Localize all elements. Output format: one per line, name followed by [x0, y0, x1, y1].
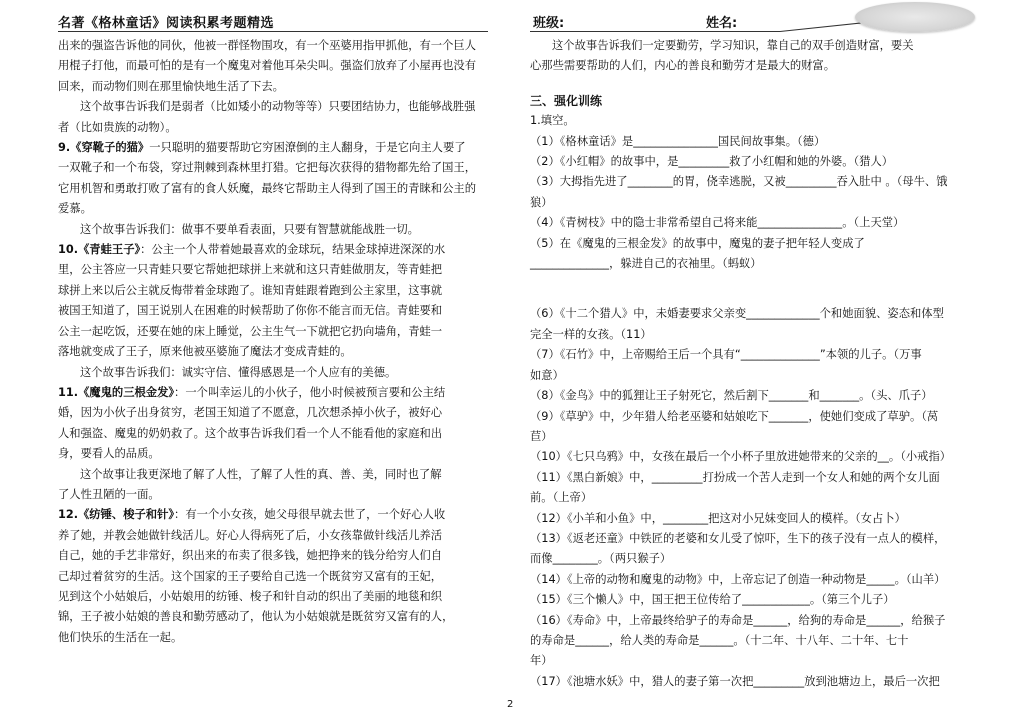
right-column-line: [530, 172, 975, 192]
line-text: ：有一个小女孩，她父母很早就去世了，一个好心人收: [174, 508, 446, 522]
line-text: ：公主一个人带着她最喜欢的金球玩，结果金球掉进深深的水: [140, 243, 446, 257]
story-heading: 10.《青蛙王子》: [58, 243, 141, 257]
left-column-line: [58, 342, 498, 362]
page-number: 2: [507, 699, 514, 710]
line-text: 己却过着贫穷的生活。这个国家的王子要给自己选一个既贫穷又富有的王妃，: [58, 569, 443, 583]
line-text: ：一个叫幸运儿的小伙子，他小时候被预言要和公主结: [174, 385, 446, 399]
line-text: 公主一起吃饭，还要在她的床上睡觉，公主生气一下就把它扔向墙角，青蛙一: [58, 324, 443, 338]
line-text: （3）大拇指先进了________的胃，侥幸逃脱，又被_________吞入肚中 。（母牛、饿: [530, 175, 948, 189]
header-rule-left: [58, 31, 488, 32]
line-text: 的寿命是______，给人类的寿命是______。（十二年、十八年、二十年、七十: [530, 633, 909, 647]
left-column: [58, 36, 498, 648]
right-column-line: [530, 366, 975, 386]
right-column-line: [530, 427, 975, 447]
left-column-line: [58, 607, 498, 627]
right-column-line: [530, 234, 975, 254]
header-decorative-oval: [855, 2, 975, 32]
page-header: [0, 0, 1024, 30]
right-column-line: [530, 325, 975, 345]
line-text: 爱慕。: [58, 202, 92, 216]
story-heading: 11.《魔鬼的三根金发》: [58, 385, 175, 399]
right-column: [530, 36, 975, 692]
left-column-line: [58, 383, 498, 403]
left-column-line: [58, 56, 498, 76]
right-column-line: [530, 91, 975, 111]
right-column-line: [530, 611, 975, 631]
right-column-line: [530, 36, 975, 56]
right-column-line: [530, 132, 975, 152]
header-rule-right: [530, 31, 780, 32]
left-column-line: [58, 444, 498, 464]
line-text: （11）《黑白新娘》中，_________打扮成一个苦人走到一个女人和她的两个女儿面: [530, 470, 940, 484]
line-text: 狼）: [530, 195, 553, 209]
line-text: （6）《十二个猎人》中，未婚妻要求父亲变_____________个和她面貌、姿态和体型: [530, 307, 944, 321]
line-text: 一双靴子和一个布袋，穿过荆棘到森林里打猎。它把每次获得的猎物都先给了国王，: [58, 161, 476, 175]
left-column-line: [58, 301, 498, 321]
line-text: （12）《小羊和小鱼》中，________把这对小兄妹变回人的模样。（女占卜）: [530, 511, 906, 525]
line-text: 这个故事让我更深地了解了人性，了解了人性的真、善、美，同时也了解: [80, 467, 442, 481]
line-text: （2）《小红帽》的故事中，是_________救了小红帽和她的外婆。（猎人）: [530, 155, 894, 169]
left-column-line: [58, 526, 498, 546]
line-text: 锦，王子被小姑娘的善良和勤劳感动了，他认为小姑娘就是既贫穷又富有的人，: [58, 610, 454, 624]
line-text: 1.填空。: [530, 114, 575, 128]
right-column-line: [530, 254, 975, 274]
right-column-line: [530, 509, 975, 529]
line-text: （16）《寿命》中，上帝最终给驴子的寿命是______，给狗的寿命是______，给猴子: [530, 613, 946, 627]
line-text: 这个故事告诉我们：做事不要单看表面，只要有智慧就能战胜一切。: [80, 222, 419, 236]
right-column-line: [530, 672, 975, 692]
line-text: 里，公主答应一只青蛙只要它帮她把球拼上来就和这只青蛙做朋友，等青蛙把: [58, 263, 443, 277]
line-text: 人和强盗、魔鬼的奶奶救了。这个故事告诉我们看一个人不能看他的家庭和出: [58, 426, 443, 440]
line-text: （7）《石竹》中，上帝赐给王后一个具有“______________”本领的儿子。（万事: [530, 348, 922, 362]
line-text: 被国王知道了，国王说别人在困难的时候帮助了你你不能言而无信。青蛙要和: [58, 304, 443, 318]
line-text: （15）《三个懒人》中，国王把王位传给了____________。（第三个儿子）: [530, 593, 895, 607]
left-column-line: [58, 465, 498, 485]
right-column-line: [530, 529, 975, 549]
right-column-line: [530, 56, 975, 76]
line-text: 苣）: [530, 429, 553, 443]
line-text: 自己，她的手艺非常好，织出来的布卖了很多钱，她把挣来的钱分给穷人们自: [58, 549, 443, 563]
line-text: （14）《上帝的动物和魔鬼的动物》中，上帝忘记了创造一种动物是_____。（山羊）: [530, 572, 946, 586]
line-text: 而像________。（两只猴子）: [530, 552, 672, 566]
line-text: （8）《金鸟》中的狐狸让王子射死它，然后割下_______和_______。（头、爪子）: [530, 389, 933, 403]
line-text: 用棍子打他，而最可怕的是有一个魔鬼对着他耳朵尖叫。强盗们放弃了小屋再也没有: [58, 59, 476, 73]
line-text: ______________，躲进自己的衣袖里。（蚂蚁）: [530, 257, 762, 271]
right-column-line: [530, 631, 975, 651]
line-text: 他们快乐的生活在一起。: [58, 630, 183, 644]
left-column-line: [58, 138, 498, 158]
right-column-line: [530, 488, 975, 508]
right-column-line: [530, 590, 975, 610]
left-column-line: [58, 281, 498, 301]
line-text: 养了她，并教会她做针线活儿。好心人得病死了后，小女孩靠做针线活儿养活: [58, 528, 443, 542]
line-text: （5）在《魔鬼的三根金发》的故事中，魔鬼的妻子把年轻人变成了: [530, 236, 865, 250]
right-column-line: [530, 152, 975, 172]
left-column-line: [58, 546, 498, 566]
line-text: 它用机智和勇敢打败了富有的食人妖魔，最终它帮助主人得到了国王的青睐和公主的: [58, 181, 476, 195]
line-text: 回来，而动物们则在那里愉快地生活了下去。: [58, 79, 284, 93]
left-column-line: [58, 322, 498, 342]
left-column-line: [58, 36, 498, 56]
right-column-line: [530, 549, 975, 569]
line-text: 这个故事告诉我们：诚实守信、懂得感恩是一个人应有的美德。: [80, 365, 397, 379]
class-label: 班级:: [533, 16, 565, 31]
left-column-line: [58, 403, 498, 423]
left-column-line: [58, 505, 498, 525]
name-label: 姓名:: [706, 16, 738, 31]
line-text: 三、强化训练: [530, 93, 603, 108]
story-heading: 12.《纺锤、梭子和针》: [58, 508, 175, 522]
right-column-line: [530, 345, 975, 365]
line-text: （10）《七只乌鸦》中，女孩在最后一个小杯子里放进她带来的父亲的__。（小戒指）: [530, 450, 952, 464]
left-column-line: [58, 567, 498, 587]
left-column-line: [58, 587, 498, 607]
line-text: （1）《格林童话》是_______________国民间故事集。（德）: [530, 134, 826, 148]
right-column-line: [530, 407, 975, 427]
line-text: 年）: [530, 654, 553, 668]
left-column-line: [58, 77, 498, 97]
left-column-line: [58, 260, 498, 280]
line-text: 如意）: [530, 368, 564, 382]
right-column-line: [530, 111, 975, 131]
left-column-line: [58, 485, 498, 505]
line-text: 一只聪明的猫要帮助它穷困潦倒的主人翻身，于是它向主人要了: [149, 141, 466, 155]
line-text: 出来的强盗告诉他的同伙，他被一群怪物围攻，有一个巫婆用指甲抓他，有一个巨人: [58, 39, 476, 52]
line-text: （4）《青树枝》中的隐士非常希望自己将来能_______________。（上天堂）: [530, 216, 905, 230]
left-column-line: [58, 363, 498, 383]
right-column-line: [530, 304, 975, 324]
line-text: 球拼上来以后公主就反悔带着金球跑了。谁知青蛙跟着跑到公主家里，这事就: [58, 283, 443, 297]
left-column-line: [58, 424, 498, 444]
line-text: 身，要看人的品质。: [58, 447, 160, 461]
line-text: 见到这个小姑娘后，小姑娘用的纺锤、梭子和针自动的织出了美丽的地毯和织: [58, 589, 443, 603]
document-title: 名著《格林童话》阅读积累考题精选: [58, 16, 275, 31]
line-text: 了人性丑陋的一面。: [58, 487, 160, 501]
story-heading: 9.《穿靴子的猫》: [58, 141, 150, 155]
line-text: （17）《池塘水妖》中，猎人的妻子第一次把_________放到池塘边上，最后一次把: [530, 674, 940, 688]
line-text: 落地就变成了王子，原来他被巫婆施了魔法才变成青蛙的。: [58, 345, 352, 359]
left-column-line: [58, 220, 498, 240]
line-text: 者（比如贵族的动物）。: [58, 120, 177, 134]
left-column-line: [58, 158, 498, 178]
left-column-line: [58, 628, 498, 648]
left-column-line: [58, 199, 498, 219]
right-column-line: [530, 193, 975, 213]
left-column-line: [58, 179, 498, 199]
left-column-line: [58, 118, 498, 138]
right-column-line: [530, 447, 975, 467]
line-text: 心那些需要帮助的人们，内心的善良和勤劳才是最大的财富。: [530, 59, 836, 73]
left-column-line: [58, 97, 498, 117]
line-text: 这个故事告诉我们一定要勤劳，学习知识，靠自己的双手创造财富，要关: [552, 39, 914, 52]
right-column-line: [530, 570, 975, 590]
spacer: [530, 274, 975, 304]
line-text: 完全一样的女孩。（11）: [530, 327, 652, 341]
right-column-line: [530, 386, 975, 406]
line-text: （13）《返老还童》中铁匠的老婆和女儿受了惊吓，生下的孩子没有一点人的模样，: [530, 531, 946, 545]
line-text: （9）《草驴》中，少年猎人给老巫婆和姑娘吃下_______，使她们变成了草驴。（莴: [530, 409, 939, 423]
line-text: 这个故事告诉我们是弱者（比如矮小的动物等等）只要团结协力，也能够战胜强: [80, 100, 476, 114]
right-column-line: [530, 468, 975, 488]
right-column-line: [530, 651, 975, 671]
line-text: 前。（上帝）: [530, 491, 593, 505]
line-text: 婚，因为小伙子出身贫穷，老国王知道了不愿意，几次想杀掉小伙子，被好心: [58, 406, 443, 420]
left-column-line: [58, 240, 498, 260]
right-column-line: [530, 213, 975, 233]
